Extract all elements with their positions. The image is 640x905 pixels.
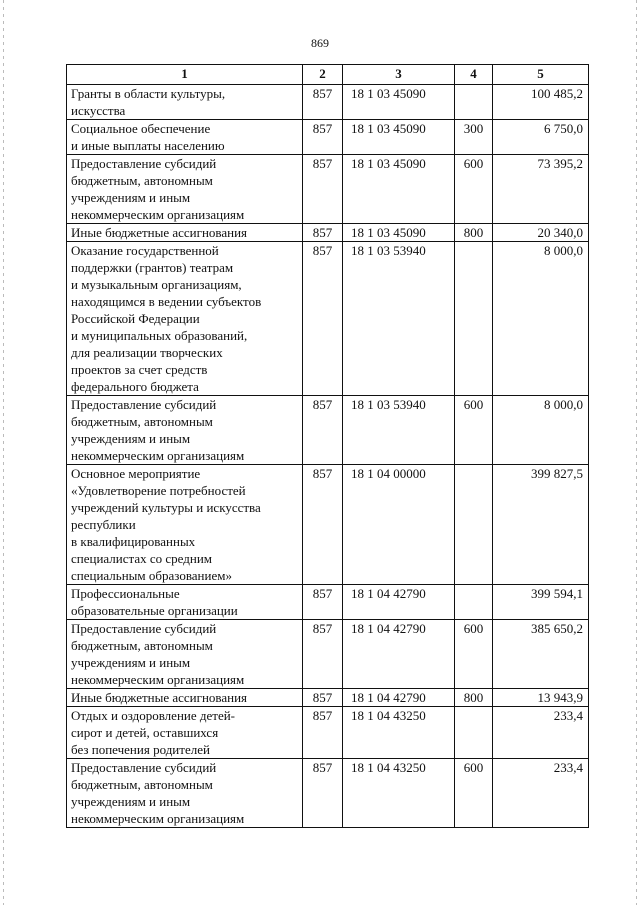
row-ministry-code-cell: 857 — [303, 707, 343, 759]
header-col-2: 2 — [303, 65, 343, 85]
row-amount-cell: 399 827,5 — [493, 465, 589, 585]
scan-edge-right — [636, 0, 637, 905]
row-target-code-cell: 18 1 03 53940 — [343, 242, 455, 396]
row-ministry-code-cell: 857 — [303, 85, 343, 120]
row-ministry-code-cell: 857 — [303, 689, 343, 707]
row-expense-type-cell — [455, 465, 493, 585]
row-amount-cell: 6 750,0 — [493, 120, 589, 155]
row-target-code-cell: 18 1 03 45090 — [343, 120, 455, 155]
row-target-code-cell: 18 1 04 42790 — [343, 689, 455, 707]
table-row — [67, 689, 589, 707]
row-target-code-cell: 18 1 04 42790 — [343, 620, 455, 689]
row-name-cell: Профессиональные образовательные организации — [67, 585, 303, 620]
row-target-code-cell: 18 1 04 42790 — [343, 585, 455, 620]
row-ministry-code-cell: 857 — [303, 155, 343, 224]
row-expense-type-cell: 300 — [455, 120, 493, 155]
row-expense-type-cell — [455, 242, 493, 396]
row-target-code-cell: 18 1 04 43250 — [343, 759, 455, 828]
row-ministry-code-cell: 857 — [303, 242, 343, 396]
row-amount-cell: 233,4 — [493, 707, 589, 759]
row-name-cell: Предоставление субсидий бюджетным, автономным учреждениям и иным некоммерческим организациям — [67, 620, 303, 689]
table-row — [67, 620, 589, 689]
row-expense-type-cell: 600 — [455, 155, 493, 224]
table-row — [67, 155, 589, 224]
row-ministry-code-cell: 857 — [303, 396, 343, 465]
row-amount-cell: 20 340,0 — [493, 224, 589, 242]
row-target-code-cell: 18 1 03 45090 — [343, 224, 455, 242]
row-expense-type-cell: 600 — [455, 396, 493, 465]
row-target-code-cell: 18 1 03 53940 — [343, 396, 455, 465]
table-row — [67, 120, 589, 155]
row-expense-type-cell — [455, 585, 493, 620]
row-name-cell: Предоставление субсидий бюджетным, автономным учреждениям и иным некоммерческим организациям — [67, 155, 303, 224]
row-name-cell: Основное мероприятие «Удовлетворение потребностей учреждений культуры и искусства республики в квалифицированных специалистах со средним специальным образованием» — [67, 465, 303, 585]
row-name-cell: Гранты в области культуры, искусства — [67, 85, 303, 120]
row-expense-type-cell: 600 — [455, 759, 493, 828]
table-row — [67, 85, 589, 120]
row-amount-cell: 233,4 — [493, 759, 589, 828]
row-name-cell: Социальное обеспечение и иные выплаты населению — [67, 120, 303, 155]
row-target-code-cell: 18 1 03 45090 — [343, 155, 455, 224]
row-amount-cell: 8 000,0 — [493, 242, 589, 396]
header-row — [67, 65, 589, 85]
row-ministry-code-cell: 857 — [303, 620, 343, 689]
row-expense-type-cell — [455, 707, 493, 759]
row-amount-cell: 73 395,2 — [493, 155, 589, 224]
table-row — [67, 242, 589, 396]
scan-edge-left — [3, 0, 4, 905]
budget-table — [66, 64, 589, 828]
row-ministry-code-cell: 857 — [303, 759, 343, 828]
header-col-5: 5 — [493, 65, 589, 85]
table-header — [67, 65, 589, 85]
row-ministry-code-cell: 857 — [303, 465, 343, 585]
page-number: 869 — [311, 36, 329, 50]
row-expense-type-cell: 800 — [455, 224, 493, 242]
header-col-4: 4 — [455, 65, 493, 85]
row-target-code-cell: 18 1 04 43250 — [343, 707, 455, 759]
row-amount-cell: 100 485,2 — [493, 85, 589, 120]
row-target-code-cell: 18 1 04 00000 — [343, 465, 455, 585]
header-col-3: 3 — [343, 65, 455, 85]
row-ministry-code-cell: 857 — [303, 224, 343, 242]
table-row — [67, 585, 589, 620]
table-row — [67, 465, 589, 585]
table-row — [67, 759, 589, 828]
table-row — [67, 707, 589, 759]
row-ministry-code-cell: 857 — [303, 120, 343, 155]
table-row — [67, 396, 589, 465]
row-expense-type-cell: 600 — [455, 620, 493, 689]
row-name-cell: Иные бюджетные ассигнования — [67, 224, 303, 242]
header-col-1: 1 — [67, 65, 303, 85]
row-name-cell: Оказание государственной поддержки (грантов) театрам и музыкальным организациям, находящимся в ведении субъектов Российской Федерации и муниципальных образований, для реализации творческих проектов за счет средств федерального бюджета — [67, 242, 303, 396]
row-expense-type-cell: 800 — [455, 689, 493, 707]
row-name-cell: Предоставление субсидий бюджетным, автономным учреждениям и иным некоммерческим организациям — [67, 396, 303, 465]
row-name-cell: Отдых и оздоровление детей- сирот и детей, оставшихся без попечения родителей — [67, 707, 303, 759]
row-expense-type-cell — [455, 85, 493, 120]
table-body — [67, 85, 589, 828]
row-amount-cell: 385 650,2 — [493, 620, 589, 689]
row-name-cell: Предоставление субсидий бюджетным, автономным учреждениям и иным некоммерческим организациям — [67, 759, 303, 828]
table-row — [67, 224, 589, 242]
row-amount-cell: 399 594,1 — [493, 585, 589, 620]
row-amount-cell: 13 943,9 — [493, 689, 589, 707]
row-target-code-cell: 18 1 03 45090 — [343, 85, 455, 120]
row-name-cell: Иные бюджетные ассигнования — [67, 689, 303, 707]
row-ministry-code-cell: 857 — [303, 585, 343, 620]
row-amount-cell: 8 000,0 — [493, 396, 589, 465]
